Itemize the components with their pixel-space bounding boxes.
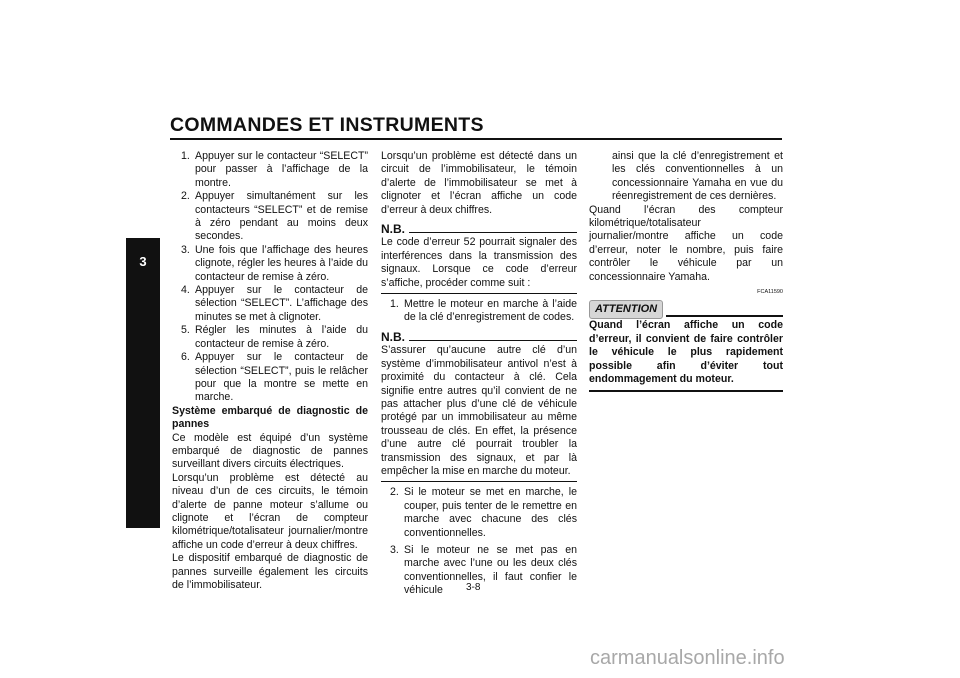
page-title: COMMANDES ET INSTRUMENTS <box>170 114 484 136</box>
note-label: N.B. <box>381 222 405 237</box>
body-paragraph: Quand l’écran des compteur kilométrique/totalisateur journalier/montre affiche un code d’erreur, noter le nombre, puis faire contrôler le véhicule par un concessionnaire Yamaha. <box>589 203 783 283</box>
body-paragraph: Lorsqu’un problème est détecté dans un circuit de l’immobilisateur, le témoin d’alerte de l’immobilisateur se met à clignoter et l’écran affiche un code d’erreur à deux chiffres. <box>381 150 577 216</box>
note-rule <box>409 232 577 233</box>
body-paragraph: Lorsqu’un problème est détecté au niveau d’un de ces circuits, le témoin d’alerte de panne moteur s’allume ou clignote et l’écran de compteur kilométrique/totalisateur journalier/montre affiche un code d’erreur à deux chiffres. <box>172 471 368 551</box>
step-item: 1. Mettre le moteur en marche à l’aide de la clé d’enregistrement de codes. <box>390 298 577 324</box>
chapter-tab <box>126 238 160 528</box>
note-label: N.B. <box>381 329 405 344</box>
attention-heading <box>589 300 783 319</box>
note-text: S’assurer qu’aucune autre clé d’un système d’immobilisateur antivol n’est à proximité du contacteur à clé. Cela signifie entre autres qu’il convient de ne pas attacher plus d’une clé de véhicule protégé par un immobilisateur au même trousseau de clés. En effet, la présence d’une autre clé pourrait troubler la transmission des signaux, et par là empêcher la mise en marche du moteur. <box>381 344 577 477</box>
column-3 <box>589 150 783 392</box>
note-rule <box>409 340 577 341</box>
column-2 <box>381 150 577 602</box>
column-1 <box>172 150 368 592</box>
note-end-rule <box>381 481 577 482</box>
step-item: 6. Appuyer sur le contacteur de sélection “SELECT”, puis le relâcher pour que la montre se mette en marche. <box>181 351 368 404</box>
attention-rule <box>666 315 783 317</box>
note-heading <box>381 331 577 344</box>
page-number: 3-8 <box>466 582 481 593</box>
step-item: 2. Appuyer simultanément sur les contacteurs “SELECT” et de remise à zéro pendant au moins deux secondes. <box>181 190 368 243</box>
note-heading <box>381 223 577 236</box>
step-item: 3. Si le moteur ne se met pas en marche avec l’une ou les deux clés conventionnelles, il faut confier le véhicule <box>390 543 577 597</box>
body-paragraph: Le dispositif embarqué de diagnostic de pannes surveille également les circuits de l’immobilisateur. <box>172 552 368 591</box>
header-rule <box>170 138 782 140</box>
attention-badge: ATTENTION <box>589 300 663 319</box>
note-end-rule <box>381 293 577 294</box>
step-continuation: ainsi que la clé d’enregistrement et les clés conventionnelles à un concessionnaire Yamaha en vue du réenregistrement de ces dernières. <box>612 150 783 203</box>
attention-end-rule <box>589 390 783 392</box>
chapter-number: 3 <box>139 254 147 269</box>
note-text: Le code d’erreur 52 pourrait signaler des interférences dans la transmission des signaux. Lorsque ce code d’erreur s’affiche, procéder comme suit : <box>381 236 577 289</box>
attention-text: Quand l’écran affiche un code d’erreur, il convient de faire contrôler le véhicule le plus rapidement possible afin d’éviter tout endommagement du moteur. <box>589 319 783 386</box>
reference-code: FCA11590 <box>757 289 783 296</box>
step-item: 3. Une fois que l’affichage des heures clignote, régler les heures à l’aide du contacteur de remise à zéro. <box>181 243 368 283</box>
clock-setting-steps <box>172 150 368 405</box>
watermark: carmanualsonline.info <box>590 647 785 669</box>
step-item: 1. Appuyer sur le contacteur “SELECT” pour passer à l’affichage de la montre. <box>181 150 368 189</box>
step-item: 4. Appuyer sur le contacteur de sélection “SELECT”. L’affichage des minutes se met à clignoter. <box>181 284 368 323</box>
section-heading: Système embarqué de diagnostic de pannes <box>172 404 368 431</box>
step-item: 5. Régler les minutes à l’aide du contacteur de remise à zéro. <box>181 324 368 350</box>
body-paragraph: Ce modèle est équipé d’un système embarqué de diagnostic de pannes surveillant divers circuits électriques. <box>172 431 368 471</box>
step-item: 2. Si le moteur se met en marche, le couper, puis tenter de le remettre en marche avec chacune des clés conventionnelles. <box>390 486 577 539</box>
